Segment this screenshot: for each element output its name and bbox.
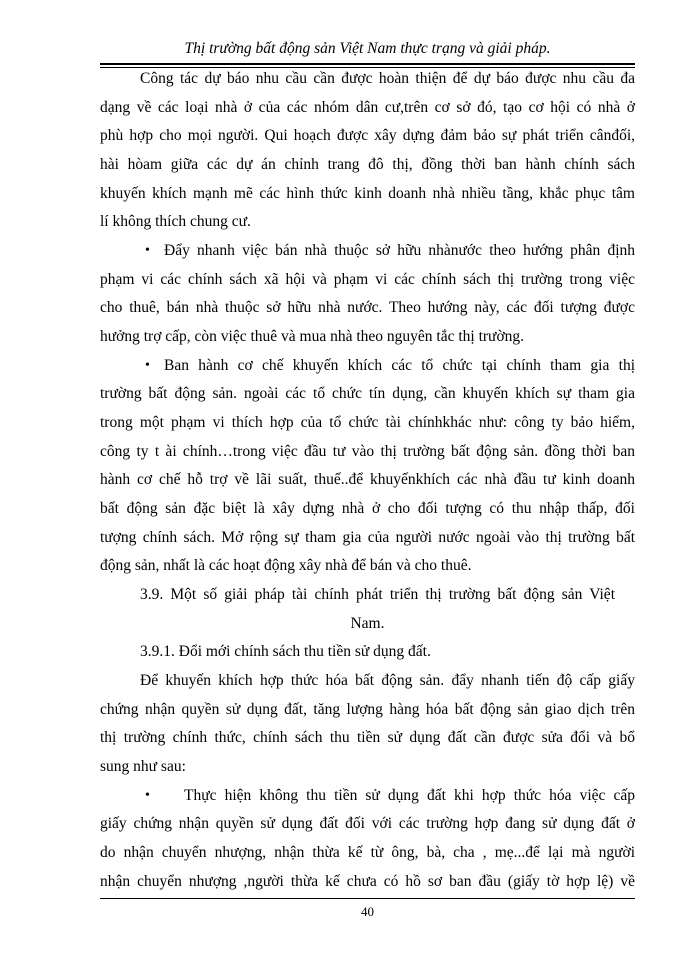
bullet-line: cho thuê, bán nhà thuộc sở hữu nhà nước. Theo hướng này, các đối tượng được <box>100 299 635 316</box>
bullet-marker: • <box>145 243 150 258</box>
paragraph-line: khuyến khích mạnh mẽ các hình thức kinh doanh nhà nhiều tầng, khắc phục tâm <box>100 185 635 202</box>
paragraph-line: chứng nhận quyền sử dụng đất, tăng lượng hàng hóa bất động sản giao dịch trên <box>100 701 635 718</box>
bullet-line: trường bất động sản. ngoài các tổ chức tín dụng, cần khuyến khích sự tham gia <box>100 385 635 402</box>
subsection-heading: 3.9.1. Đổi mới chính sách thu tiền sử dụng đất. <box>140 643 431 660</box>
section-heading: 3.9. Một số giải pháp tài chính phát triển thị trường bất động sản Việt <box>140 586 615 603</box>
bullet-line: Ban hành cơ chế khuyến khích các tổ chức tại chính tham gia thị <box>164 357 635 374</box>
paragraph-line: Để khuyến khích hợp thức hóa bất động sản. đẩy nhanh tiến độ cấp giấy <box>140 672 635 689</box>
paragraph-line: sung như sau: <box>100 758 186 775</box>
header-rule <box>100 63 635 65</box>
bullet-marker: • <box>145 788 150 803</box>
bullet-line: giấy chứng nhận quyền sử dụng đất đối với các trường hợp đang sử dụng đất ở <box>100 815 635 832</box>
bullet-line: hưởng trợ cấp, còn việc thuê và mua nhà theo nguyên tắc thị trường. <box>100 328 525 345</box>
bullet-line: nhận chuyển nhượng ,người thừa kế chưa có hồ sơ ban đầu (giấy tờ hợp lệ) về <box>100 873 635 890</box>
running-header: Thị trường bất động sản Việt Nam thực trạng và giải pháp. <box>184 40 551 57</box>
page-number: 40 <box>361 904 374 919</box>
bullet-line: phạm vi các chính sách xã hội và phạm vi các chính sách thị trường trong việc <box>100 271 635 288</box>
bullet-line: động sản, nhất là các hoạt động xây nhà để bán và cho thuê. <box>100 557 472 574</box>
bullet-line: Đẩy nhanh việc bán nhà thuộc sở hữu nhànước theo hướng phân định <box>164 242 635 259</box>
bullet-line: do nhận chuyển nhượng, nhận thừa kế từ ông, bà, cha , mẹ...để lại mà người <box>100 844 635 861</box>
bullet-line: công ty t ài chính…trong việc đầu tư vào thị trường bất động sản. đồng thời ban <box>100 443 635 460</box>
header-rule-thin <box>100 67 635 68</box>
paragraph-line: Công tác dự báo nhu cầu cần được hoàn thiện để dự báo được nhu cầu đa <box>140 70 635 87</box>
paragraph-line: phù hợp cho mọi người. Qui hoạch được xây dựng đảm bảo sự phát triển cânđối, <box>100 127 635 144</box>
bullet-line: tượng chính sách. Mở rộng sự tham gia của người nước ngoài vào thị trường bất <box>100 529 635 546</box>
bullet-line: hành cơ chế hỗ trợ về lãi suất, thuế..để khuyếnkhích các nhà đầu tư kinh doanh <box>100 471 635 488</box>
footer-rule <box>100 898 635 899</box>
section-heading-cont: Nam. <box>350 615 385 632</box>
paragraph-line: dạng về các loại nhà ở của các nhóm dân cư,trên cơ sở đó, tạo cơ hội có nhà ở <box>100 99 635 116</box>
paragraph-line: thị trường chính thức, chính sách thu tiền sử dụng đất cần được sửa đổi và bổ <box>100 729 635 746</box>
bullet-line: bất động sản đặc biệt là xây dựng nhà ở cho đối tượng có thu nhập thấp, đối <box>100 500 635 517</box>
bullet-marker: • <box>145 358 150 373</box>
bullet-line: trong một phạm vi thích hợp của tổ chức tài chínhkhác như: công ty bảo hiểm, <box>100 414 635 431</box>
paragraph-line: hài hòam giữa các dự án chỉnh trang đô thị, đồng thời ban hành chính sách <box>100 156 635 173</box>
bullet-line: Thực hiện không thu tiền sử dụng đất khi hợp thức hóa việc cấp <box>184 787 635 804</box>
paragraph-line: lí không thích chung cư. <box>100 213 251 230</box>
